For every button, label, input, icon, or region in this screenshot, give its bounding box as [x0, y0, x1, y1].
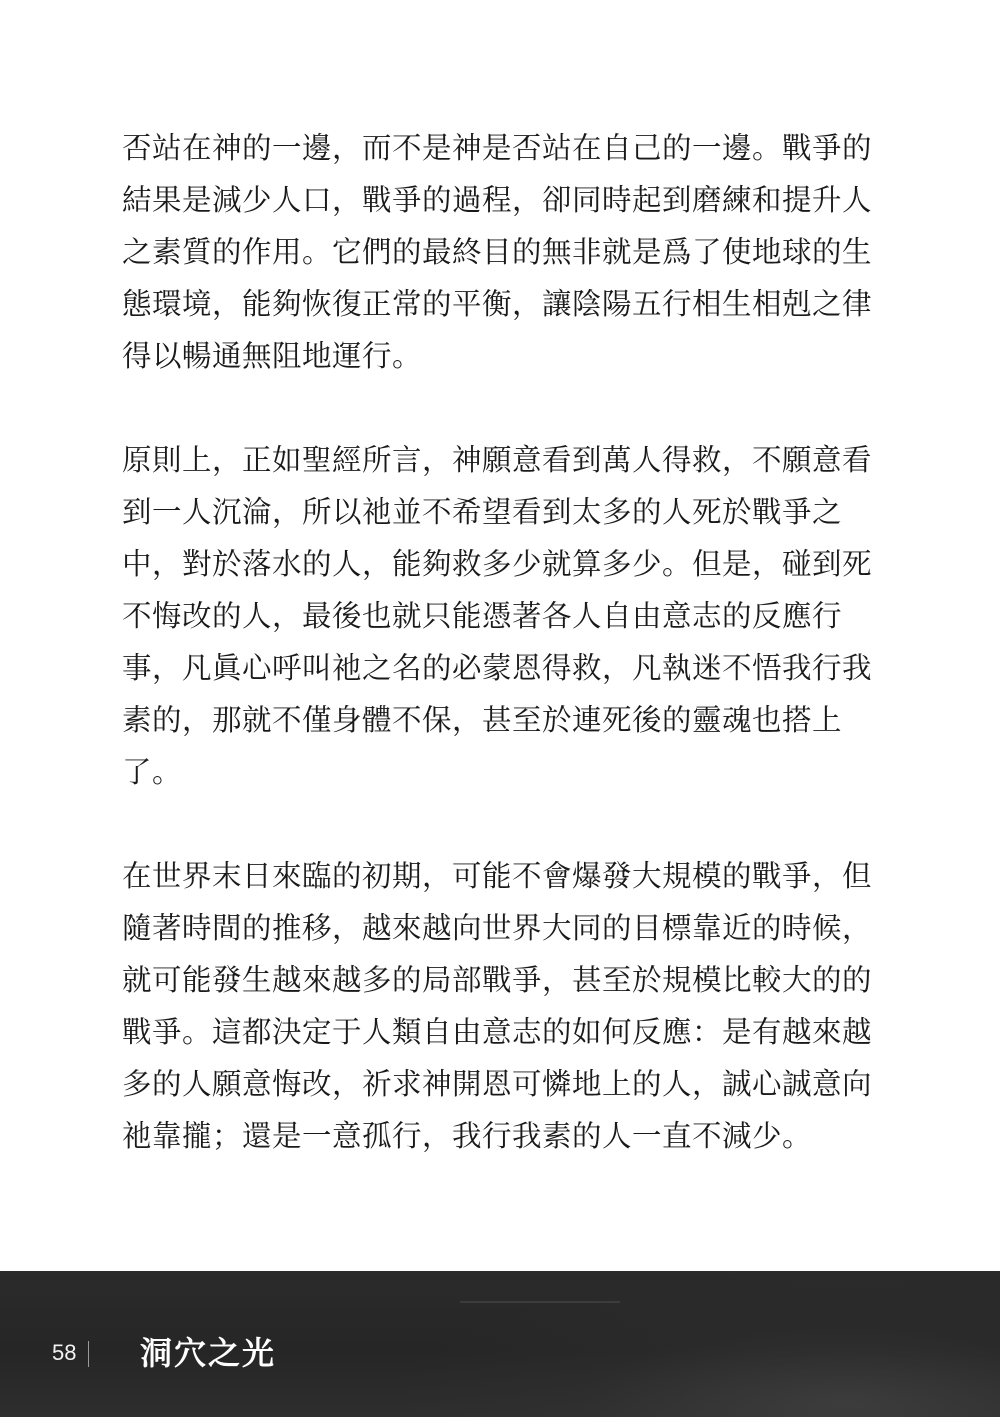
page-footer	[0, 1271, 1000, 1417]
text-line: 中，對於落水的人，能夠救多少就算多少。但是，碰到死	[122, 547, 873, 581]
text-line: 原則上，正如聖經所言，神願意看到萬人得救，不願意看	[122, 443, 873, 477]
text-line: 了。	[122, 755, 183, 789]
text-line: 到一人沉淪，所以祂並不希望看到太多的人死於戰爭之	[122, 495, 843, 529]
text-line: 素的，那就不僅身體不保，甚至於連死後的靈魂也搭上	[122, 703, 843, 737]
text-line: 之素質的作用。它們的最終目的無非就是爲了使地球的生	[122, 235, 873, 269]
footer-divider	[88, 1341, 89, 1367]
text-line: 在世界末日來臨的初期，可能不會爆發大規模的戰爭，但	[122, 859, 873, 893]
text-line: 事，凡眞心呼叫祂之名的必蒙恩得救，凡執迷不悟我行我	[122, 651, 873, 685]
text-line: 多的人願意悔改，祈求神開恩可憐地上的人，誠心誠意向	[122, 1067, 873, 1101]
text-line: 隨著時間的推移，越來越向世界大同的目標靠近的時候，	[122, 911, 873, 945]
paragraph-3	[122, 850, 873, 1162]
text-line: 不悔改的人，最後也就只能憑著各人自由意志的反應行	[122, 599, 843, 633]
book-title: 洞穴之光	[140, 1334, 277, 1372]
footer-texture	[380, 1271, 1000, 1417]
text-line: 得以暢通無阻地運行。	[122, 339, 423, 373]
paragraph-1	[122, 122, 873, 382]
body-text	[122, 122, 873, 1214]
text-line: 態環境，能夠恢復正常的平衡，讓陰陽五行相生相剋之律	[122, 287, 873, 321]
text-line: 結果是減少人口，戰爭的過程，卻同時起到磨練和提升人	[122, 183, 873, 217]
text-line: 祂靠攏；還是一意孤行，我行我素的人一直不減少。	[122, 1119, 813, 1153]
page-number: 58	[52, 1340, 77, 1365]
paragraph-2	[122, 434, 873, 798]
footer-decoration	[460, 1301, 620, 1303]
text-line: 戰爭。這都決定于人類自由意志的如何反應：是有越來越	[122, 1015, 873, 1049]
text-line: 就可能發生越來越多的局部戰爭，甚至於規模比較大的的	[122, 963, 873, 997]
text-line: 否站在神的一邊，而不是神是否站在自己的一邊。戰爭的	[122, 131, 873, 165]
